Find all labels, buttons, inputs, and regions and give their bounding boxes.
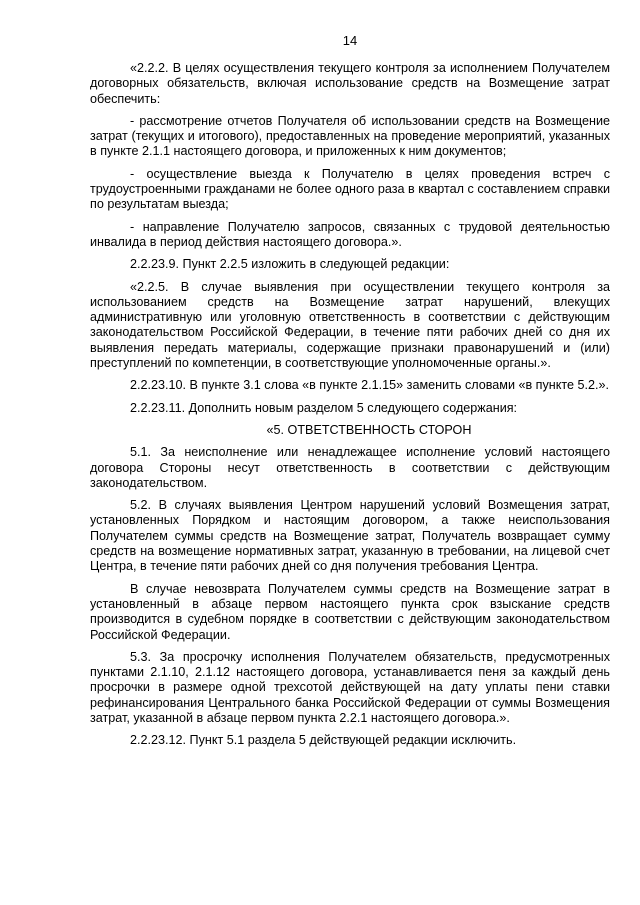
list-item-send-requests: - направление Получателю запросов, связанных с трудовой деятельностью инвалида в период действия настоящего договора.». bbox=[90, 219, 610, 249]
page-number: 14 bbox=[342, 33, 358, 48]
paragraph-2-2-23-12: 2.2.23.12. Пункт 5.1 раздела 5 действующей редакции исключить. bbox=[130, 733, 517, 748]
paragraph-2-2-23-10: 2.2.23.10. В пункте 3.1 слова «в пункте 2.1.15» заменить словами «в пункте 5.2.». bbox=[130, 378, 610, 393]
paragraph-5-2: 5.2. В случаях выявления Центром нарушений условий Возмещения затрат, установленных Порядком и настоящим договором, а также неиспользования Получателем суммы средств на Возмещение затрат, Получатель возвращает сумму средств на возмещение нормативных затрат, указанную в требовании, на лицевой счет Центра, в течение пяти рабочих дней со дня получения требования Центра. bbox=[90, 498, 610, 574]
document-body bbox=[90, 61, 610, 756]
paragraph-5-1: 5.1. За неисполнение или ненадлежащее исполнение условий настоящего договора Стороны несут ответственность в соответствии с действующим законодательством. bbox=[90, 445, 610, 490]
paragraph-5-2-return: В случае невозврата Получателем суммы средств на Возмещение затрат в установленный в абзаце первом настоящего пункта срок взыскание средств производится в судебном порядке в соответствии с действующим законодательством Российской Федерации. bbox=[90, 581, 610, 642]
section-heading: «5. ОТВЕТСТВЕННОСТЬ СТОРОН bbox=[266, 422, 472, 437]
list-item-review-reports: - рассмотрение отчетов Получателя об использовании средств на Возмещение затрат (текущих и итогового), предоставленных на проведение мероприятий, указанных в пункте 2.1.1 настоящего договора, и приложенных к ним документов; bbox=[90, 113, 610, 159]
paragraph-2-2-23-11: 2.2.23.11. Дополнить новым разделом 5 следующего содержания: bbox=[130, 400, 518, 415]
paragraph-2-2-2: «2.2.2. В целях осуществления текущего контроля за исполнением Получателем договорных обязательств, включая использование средств на Возмещение затрат обеспечить: bbox=[90, 61, 610, 106]
paragraph-2-2-5: «2.2.5. В случае выявления при осуществлении текущего контроля за использованием средств на Возмещение затрат нарушений, влекущих административную или уголовную ответственность в соответствии с действующим законодательством Российской Федерации, в течение пяти рабочих дней со дня их выявления передать материалы, содержащие признаки правонарушений и (или) преступлений по компетенции, в соответствующие уполномоченные органы.». bbox=[90, 279, 610, 371]
paragraph-5-3: 5.3. За просрочку исполнения Получателем обязательств, предусмотренных пунктами 2.1.10, 2.1.12 настоящего договора, устанавливается пеня за каждый день просрочки в размере одной трехсотой действующей на дату уплаты пени ставки рефинансирования Центрального банка Российской Федерации от суммы Возмещения затрат, указанной в абзаце первом пункта 2.2.1 настоящего договора.». bbox=[90, 649, 610, 725]
paragraph-2-2-23-9: 2.2.23.9. Пункт 2.2.5 изложить в следующей редакции: bbox=[130, 257, 450, 272]
list-item-site-visit: - осуществление выезда к Получателю в целях проведения встреч с трудоустроенными гражданами не более одного раза в квартал с составлением справки по результатам выезда; bbox=[90, 166, 610, 212]
